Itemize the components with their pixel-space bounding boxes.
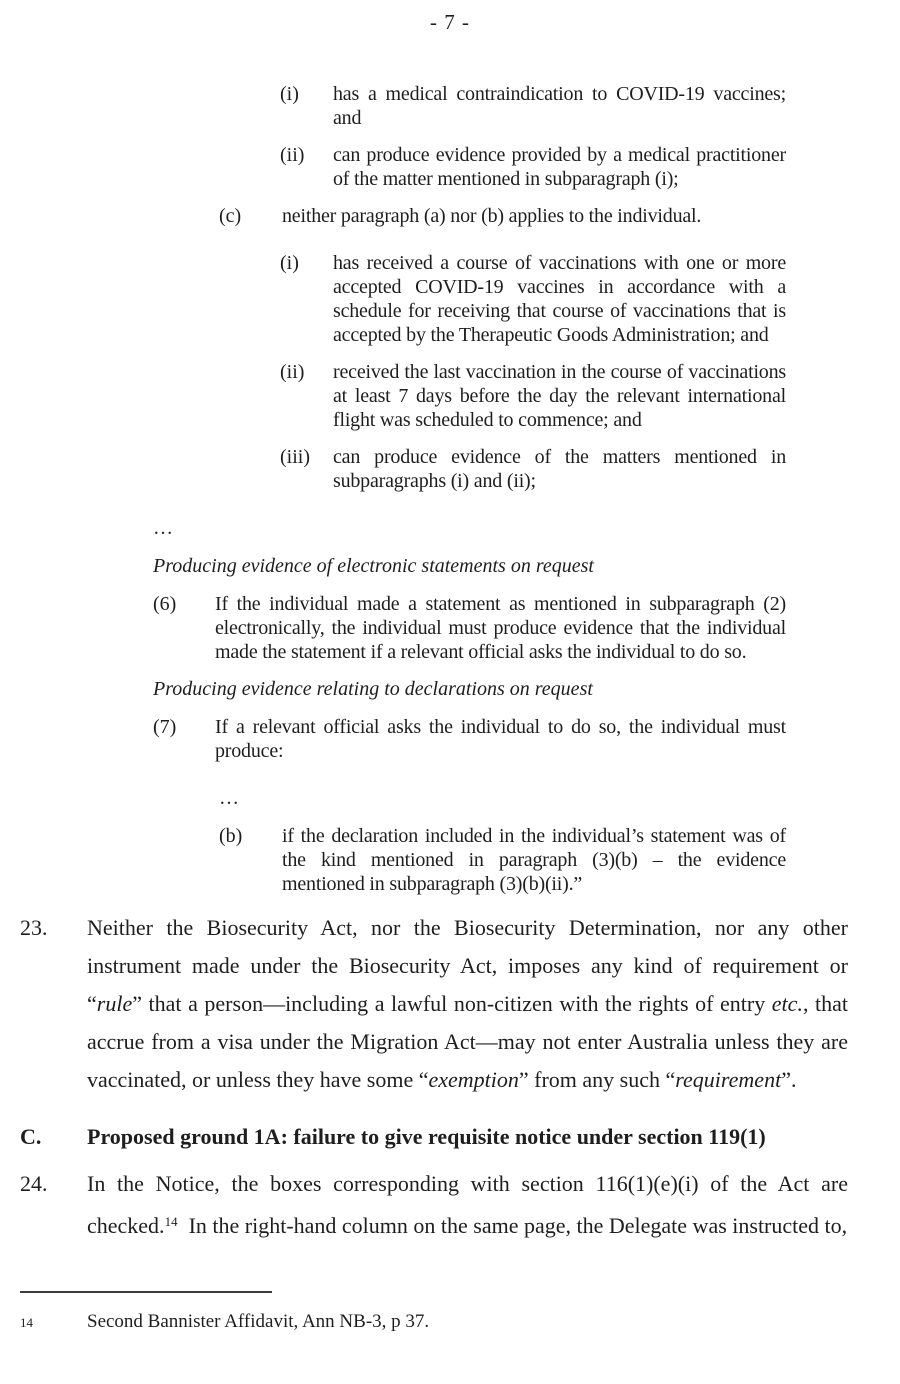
- quote-item: [153, 251, 786, 347]
- quote-item-label: (7): [153, 716, 177, 738]
- paragraph-number: 23.: [20, 915, 48, 940]
- page-number: - 7 -: [430, 10, 470, 34]
- quote-item-text: can produce evidence provided by a medical practitioner of the matter mentioned in subparagraph (i);: [333, 144, 786, 190]
- quote-subheading: Producing evidence relating to declarations on request: [153, 678, 593, 700]
- ellipsis-mark: …: [153, 517, 177, 539]
- quote-item-text: neither paragraph (a) nor (b) applies to the individual.: [282, 205, 702, 227]
- quote-item-text: has a medical contraindication to COVID-19 vaccines; and: [333, 83, 786, 129]
- section-number: C.: [20, 1124, 42, 1149]
- quote-item: [153, 445, 786, 493]
- ellipsis-mark: …: [219, 787, 243, 809]
- quote-item: [153, 715, 786, 763]
- quote-item-text: can produce evidence of the matters mentioned in subparagraphs (i) and (ii);: [333, 446, 786, 492]
- footnote-separator: [20, 1291, 272, 1293]
- paragraph-23: [0, 909, 900, 1099]
- quote-item-text: If a relevant official asks the individual to do so, the individual must produce:: [215, 716, 786, 762]
- quote-item-label: (iii): [280, 446, 310, 468]
- paragraph-24: [0, 1165, 900, 1245]
- quote-item: [153, 143, 786, 191]
- quote-item-label: (b): [219, 825, 243, 847]
- quote-subheading: Producing evidence of electronic statements on request: [153, 555, 594, 577]
- footnote-area: [20, 1291, 860, 1335]
- paragraph-number: 24.: [20, 1171, 48, 1196]
- quote-item-label: (i): [280, 252, 299, 274]
- quote-item: [153, 824, 786, 896]
- quote-item: [153, 592, 786, 664]
- quote-item-label: (ii): [280, 144, 305, 166]
- section-heading-c: [0, 1121, 900, 1153]
- footnote-text: Second Bannister Affidavit, Ann NB-3, p 37.: [87, 1311, 430, 1332]
- footnote-marker: 14: [20, 1315, 33, 1330]
- footnote: [20, 1310, 860, 1335]
- quote-item-label: (ii): [280, 361, 305, 383]
- quote-item-text: has received a course of vaccinations with one or more accepted COVID-19 vaccines in accordance with a schedule for receiving that course of vaccinations that is accepted by the Therapeutic Goods Administration; and: [333, 252, 786, 346]
- quote-item-text: received the last vaccination in the course of vaccinations at least 7 days before the day the relevant international flight was scheduled to commence; and: [333, 361, 786, 431]
- paragraph-text: Neither the Biosecurity Act, nor the Biosecurity Determination, nor any other instrument made under the Biosecurity Act, imposes any kind of requirement or “rule” that a person—including a lawful non-citizen with the rights of entry etc., that accrue from a visa under the Migration Act—may not enter Australia unless they are vaccinated, or unless they have some “exemption” from any such “requirement”.: [87, 915, 849, 1092]
- quote-item-label: (6): [153, 593, 177, 615]
- quote-item-label: (i): [280, 83, 299, 105]
- quote-item: [153, 204, 786, 228]
- quote-item-text: If the individual made a statement as mentioned in subparagraph (2) electronically, the individual must produce evidence that the individual made the statement if a relevant official asks the individual to do so.: [215, 593, 786, 663]
- quote-item: [153, 360, 786, 432]
- section-title: Proposed ground 1A: failure to give requisite notice under section 119(1): [87, 1124, 766, 1149]
- quote-item-label: (c): [219, 205, 242, 227]
- quote-item-text: if the declaration included in the individual’s statement was of the kind mentioned in paragraph (3)(b) – the evidence mentioned in subparagraph (3)(b)(ii).”: [282, 825, 786, 895]
- paragraph-text: In the Notice, the boxes corresponding with section 116(1)(e)(i) of the Act are checked.$^{14}$ In the right-hand column on the same page, the Delegate was instructed to,: [87, 1171, 848, 1238]
- quote-item: [153, 82, 786, 130]
- legislation-quote-block: [153, 82, 786, 896]
